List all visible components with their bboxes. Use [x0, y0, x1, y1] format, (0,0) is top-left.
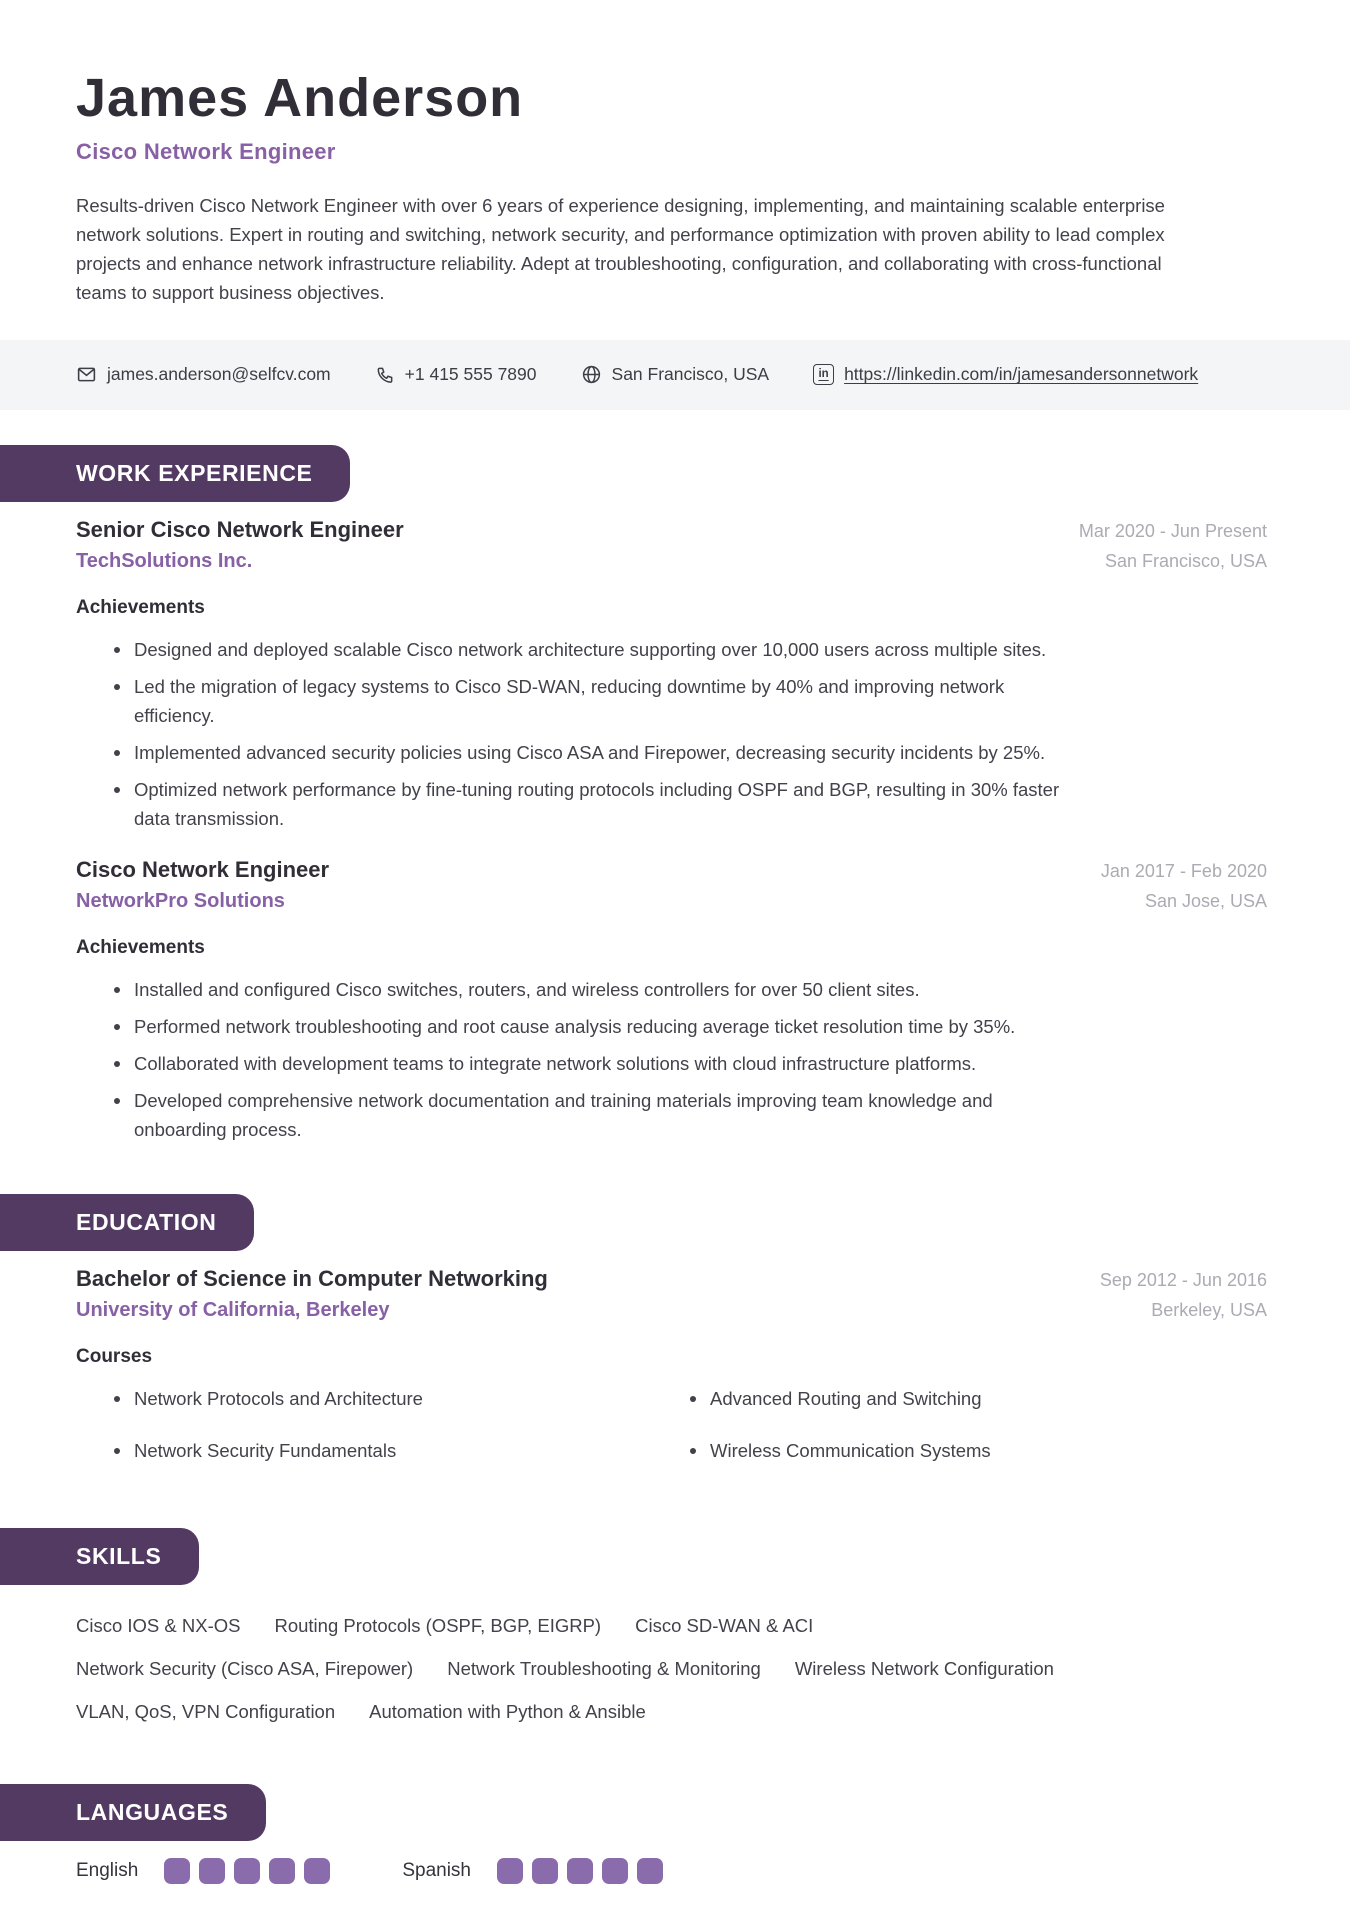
job-dates: Mar 2020 - Jun Present: [1078, 520, 1267, 541]
work-experience-body: [0, 517, 1350, 1144]
achievement-item: Installed and configured Cisco switches, routers, and wireless controllers for over 50 client sites.: [76, 975, 1076, 1004]
envelope-icon: [76, 364, 97, 385]
person-job-title: Cisco Network Engineer: [76, 138, 336, 164]
person-name: James Anderson: [76, 68, 524, 128]
skills-banner: [0, 1528, 199, 1585]
courses-list-right: [652, 1384, 991, 1488]
education-entry: [76, 1266, 1267, 1488]
language-name: English: [76, 1859, 139, 1881]
linkedin-icon: in: [813, 364, 834, 385]
achievement-item: Optimized network performance by fine-tuning routing protocols including OSPF and BGP, resulting in 30% faster data transmission.: [76, 775, 1076, 833]
section-languages: [0, 1740, 1350, 1884]
job-company: NetworkPro Solutions: [76, 889, 285, 912]
achievement-item: Developed comprehensive network documentation and training materials improving team knowledge and onboarding process.: [76, 1086, 1076, 1144]
skill-item: Cisco IOS & NX-OS: [76, 1614, 241, 1636]
school-name: University of California, Berkeley: [76, 1298, 390, 1321]
level-square: [602, 1858, 628, 1884]
course-item: Network Security Fundamentals: [76, 1436, 652, 1465]
education-dates: Sep 2012 - Jun 2016: [1099, 1269, 1267, 1290]
level-square: [532, 1858, 558, 1884]
skills-row: [76, 1654, 1267, 1683]
phone-icon: [375, 365, 395, 385]
level-square: [304, 1858, 330, 1884]
level-square: [567, 1858, 593, 1884]
language-name: Spanish: [402, 1859, 471, 1881]
globe-icon: [581, 364, 602, 385]
contact-email: [76, 364, 331, 385]
achievements-label: Achievements: [76, 596, 205, 618]
languages-banner: [0, 1784, 266, 1841]
job-company: TechSolutions Inc.: [76, 549, 253, 572]
skill-item: Automation with Python & Ansible: [369, 1700, 646, 1722]
level-square: [199, 1858, 225, 1884]
section-skills: [0, 1488, 1350, 1726]
level-square: [234, 1858, 260, 1884]
job-title-row: [76, 517, 1267, 543]
skill-item: Cisco SD-WAN & ACI: [635, 1614, 814, 1636]
contact-bar: [0, 340, 1350, 410]
contact-location: [581, 364, 770, 385]
achievements-list: [76, 975, 1076, 1144]
job-title: Cisco Network Engineer: [76, 856, 330, 882]
job-entry: [76, 857, 1267, 1144]
skill-item: VLAN, QoS, VPN Configuration: [76, 1700, 336, 1722]
job-dates: Jan 2017 - Feb 2020: [1100, 860, 1267, 881]
skills-row: [76, 1697, 1267, 1726]
languages-heading: LANGUAGES: [76, 1798, 229, 1825]
achievement-item: Designed and deployed scalable Cisco network architecture supporting over 10,000 users across multiple sites.: [76, 635, 1076, 664]
degree-title: Bachelor of Science in Computer Networking: [76, 1265, 548, 1291]
contact-email-text: james.anderson@selfcv.com: [107, 364, 331, 385]
work-experience-banner: [0, 445, 350, 502]
work-experience-heading: WORK EXPERIENCE: [76, 459, 313, 486]
job-location: San Francisco, USA: [1104, 550, 1267, 571]
language-item: [76, 1858, 330, 1884]
school-row: [76, 1299, 1267, 1322]
courses-columns: [76, 1384, 1267, 1488]
achievements-list: [76, 635, 1076, 833]
course-item: Wireless Communication Systems: [652, 1436, 991, 1465]
skill-item: Network Security (Cisco ASA, Firepower): [76, 1657, 414, 1679]
courses-list-left: [76, 1384, 652, 1488]
contact-linkedin-link[interactable]: [813, 364, 1198, 385]
summary-text: Results-driven Cisco Network Engineer with over 6 years of experience designing, implementing, and maintaining scalable enterprise network solutions. Expert in routing and switching, network security, and performance optimization with proven ability to lead complex projects and enhance network infrastructure reliability. Adept at troubleshooting, configuration, and collaborating with cross-functional teams to support business objectives.: [76, 194, 1165, 303]
skills-row: [76, 1611, 1267, 1640]
skill-item: Network Troubleshooting & Monitoring: [447, 1657, 761, 1679]
job-company-row: [76, 550, 1267, 573]
language-level-dots: [497, 1858, 663, 1884]
level-square: [164, 1858, 190, 1884]
job-title-row: [76, 857, 1267, 883]
section-work-experience: [0, 410, 1350, 1144]
achievements-label: Achievements: [76, 936, 205, 958]
level-square: [497, 1858, 523, 1884]
courses-label: Courses: [76, 1345, 153, 1367]
achievement-item: Performed network troubleshooting and root cause analysis reducing average ticket resolution time by 35%.: [76, 1012, 1076, 1041]
skill-item: Wireless Network Configuration: [794, 1657, 1054, 1679]
achievement-item: Collaborated with development teams to integrate network solutions with cloud infrastructure platforms.: [76, 1049, 1076, 1078]
achievement-item: Implemented advanced security policies using Cisco ASA and Firepower, decreasing security incidents by 25%.: [76, 738, 1076, 767]
achievement-item: Led the migration of legacy systems to Cisco SD-WAN, reducing downtime by 40% and improving network efficiency.: [76, 672, 1076, 730]
skills-heading: SKILLS: [76, 1542, 162, 1569]
course-item: Advanced Routing and Switching: [652, 1384, 991, 1413]
job-location: San Jose, USA: [1144, 890, 1267, 911]
education-heading: EDUCATION: [76, 1208, 217, 1235]
section-education: [0, 1152, 1350, 1488]
course-item: Network Protocols and Architecture: [76, 1384, 652, 1413]
contact-location-text: San Francisco, USA: [611, 364, 770, 385]
contact-phone: [375, 364, 537, 385]
skill-item: Routing Protocols (OSPF, BGP, EIGRP): [274, 1614, 602, 1636]
header: [0, 0, 1350, 307]
contact-linkedin-text: https://linkedin.com/in/jamesandersonnetwork: [844, 364, 1199, 385]
level-square: [269, 1858, 295, 1884]
languages-body: [0, 1858, 1350, 1884]
job-entry: [76, 517, 1267, 833]
job-company-row: [76, 890, 1267, 913]
degree-row: [76, 1266, 1267, 1292]
education-banner: [0, 1194, 254, 1251]
skills-body: [0, 1611, 1350, 1726]
language-item: [402, 1858, 663, 1884]
contact-phone-text: +1 415 555 7890: [404, 364, 537, 385]
education-location: Berkeley, USA: [1151, 1299, 1267, 1320]
language-level-dots: [164, 1858, 330, 1884]
education-body: [0, 1266, 1350, 1488]
job-title: Senior Cisco Network Engineer: [76, 516, 404, 542]
level-square: [637, 1858, 663, 1884]
